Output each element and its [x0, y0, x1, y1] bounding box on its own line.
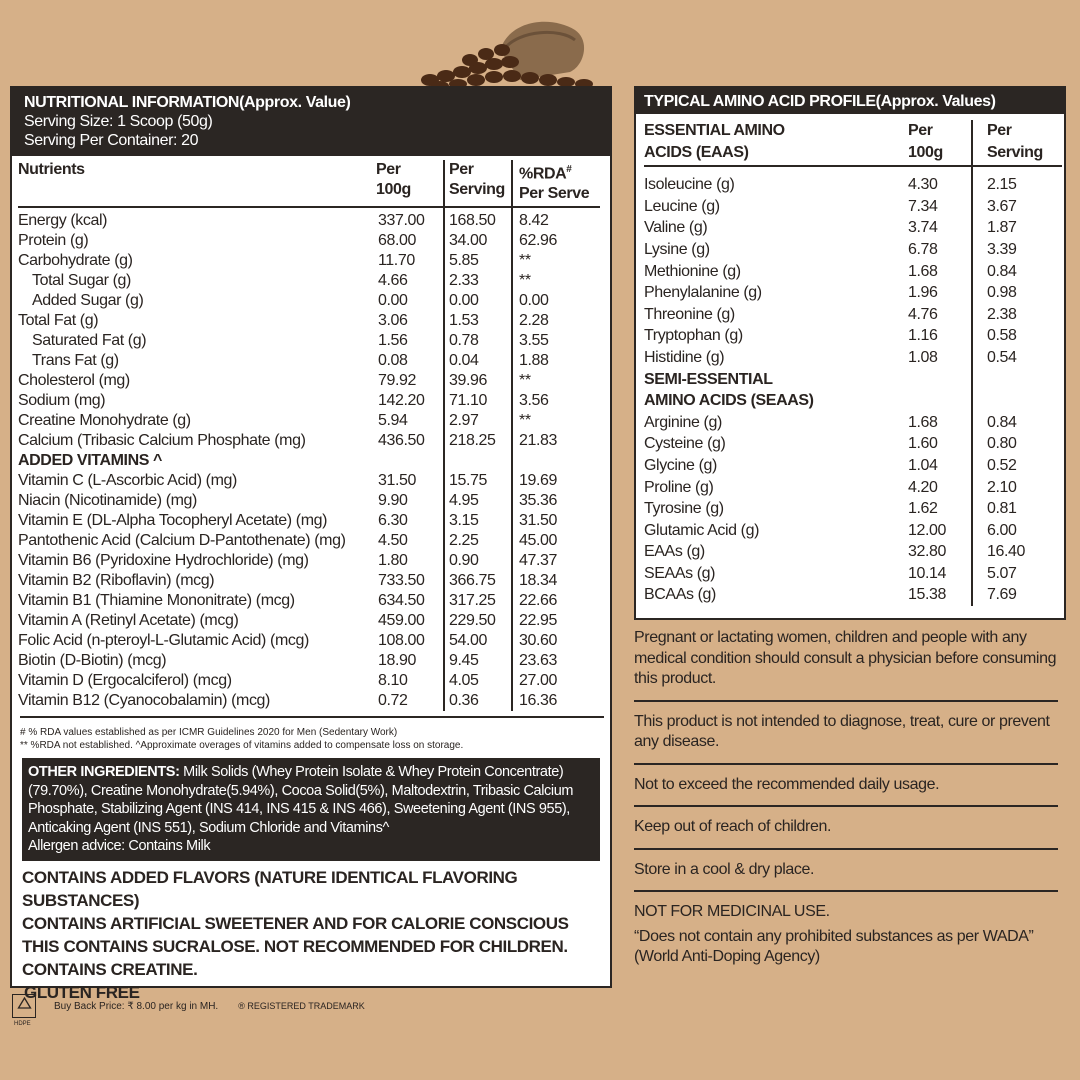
amino-name: Glycine (g)	[644, 456, 717, 474]
rda-value: 0.00	[519, 292, 549, 310]
amino-name: EAAs (g)	[644, 543, 705, 561]
rda-value: 22.66	[519, 592, 558, 610]
note-storage: Store in a cool & dry place.	[634, 860, 815, 878]
amino-name: Methionine (g)	[644, 262, 741, 280]
amino-per-serving: 2.10	[987, 478, 1017, 496]
nutrient-row	[18, 351, 600, 371]
rda-value: 21.83	[519, 432, 558, 450]
per-serving-value: 3.15	[444, 511, 512, 531]
nutrient-name: Total Fat (g)	[18, 312, 99, 330]
footnote-not-established: ** %RDA not established. ^Approximate overages of vitamins added to compensate loss on storage.	[20, 740, 464, 751]
per-100g-value: 1.80	[376, 551, 444, 571]
rda-value: 19.69	[519, 472, 558, 490]
rda-value: 35.36	[519, 492, 558, 510]
rda-value: 22.95	[519, 612, 558, 630]
amino-per-100g: 10.14	[908, 563, 972, 585]
note-pregnant: Pregnant or lactating women, children and people with any medical condition should consult a physician before consuming this product.	[634, 629, 1057, 687]
per-serving-value: 0.00	[444, 291, 512, 311]
nutrient-name: Trans Fat (g)	[32, 352, 119, 370]
nutrient-row	[18, 291, 600, 311]
vitamins-heading-row	[18, 451, 600, 471]
amino-per-100g: 12.00	[908, 520, 972, 542]
per-100g-value: 142.20	[376, 391, 444, 411]
amino-row	[644, 217, 1062, 239]
rda-value: 3.55	[519, 332, 549, 350]
nutrient-row	[18, 371, 600, 391]
amino-rows	[644, 166, 1062, 606]
amino-per-100g: 1.60	[908, 433, 972, 455]
claim-creatine: CONTAINS CREATINE.	[22, 960, 198, 979]
nutrient-name: Energy (kcal)	[18, 212, 108, 230]
other-ingredients-text: Milk Solids (Whey Protein Isolate & Whey Protein Concentrate) (79.70%), Creatine Monohydrate(5.94%), Cocoa Solid(5%), Maltodextrin, Tribasic Calcium Phosphate, Stabilizing Agent (INS 414, INS 415 & INS 466), Sweetening Agent (INS 955), Anticaking Agent (INS 551), Sodium Chloride and Vitamins^	[28, 764, 574, 836]
nutrient-name: Niacin (Nicotinamide) (mg)	[18, 492, 197, 510]
nutrition-title: NUTRITIONAL INFORMATION(Approx. Value)	[24, 94, 351, 111]
amino-per-100g: 1.08	[908, 347, 972, 369]
amino-row	[644, 282, 1062, 304]
nutrient-name: Total Sugar (g)	[32, 272, 131, 290]
col-rda: %RDA# Per Serve	[512, 160, 600, 207]
amino-per-100g: 4.20	[908, 477, 972, 499]
nutrient-name: Calcium (Tribasic Calcium Phosphate (mg)	[18, 432, 306, 450]
amino-row	[644, 520, 1062, 542]
buyback-price: Buy Back Price: ₹ 8.00 per kg in MH.	[54, 1000, 219, 1012]
nutrient-name: Vitamin A (Retinyl Acetate) (mcg)	[18, 612, 239, 630]
vitamins-heading: ADDED VITAMINS ^	[18, 452, 162, 470]
servings-per-container: Serving Per Container: 20	[24, 132, 199, 149]
per-serving-value: 0.36	[444, 691, 512, 711]
trademark-note: ® REGISTERED TRADEMARK	[238, 1001, 365, 1011]
amino-row	[644, 239, 1062, 261]
claim-sweetener: CONTAINS ARTIFICIAL SWEETENER AND FOR CALORIE CONSCIOUS	[22, 914, 569, 933]
nutrient-row	[18, 691, 600, 711]
per-100g-value: 9.90	[376, 491, 444, 511]
per-serving-value: 0.78	[444, 331, 512, 351]
amino-per-100g: 15.38	[908, 584, 972, 606]
nutrient-row	[18, 511, 600, 531]
nutrient-name: Vitamin B1 (Thiamine Mononitrate) (mcg)	[18, 592, 295, 610]
per-serving-value: 9.45	[444, 651, 512, 671]
amino-per-100g: 1.62	[908, 498, 972, 520]
amino-name: Cysteine (g)	[644, 435, 726, 453]
per-100g-value: 8.10	[376, 671, 444, 691]
divider	[634, 890, 1058, 892]
footnote-rda: # % RDA values established as per ICMR Guidelines 2020 for Men (Sedentary Work)	[20, 727, 398, 738]
amino-row	[644, 325, 1062, 347]
per-serving-value: 229.50	[444, 611, 512, 631]
divider	[634, 700, 1058, 702]
nutrient-row	[18, 207, 600, 231]
per-serving-value: 2.33	[444, 271, 512, 291]
col-per-100g: Per 100g	[376, 160, 444, 207]
per-100g-value: 18.90	[376, 651, 444, 671]
per-100g-value: 4.66	[376, 271, 444, 291]
nutrient-row	[18, 631, 600, 651]
amino-row	[644, 304, 1062, 326]
col-amino-name: ESSENTIAL AMINO ACIDS (EAAS)	[644, 120, 908, 166]
amino-row	[644, 541, 1062, 563]
amino-per-100g: 1.68	[908, 261, 972, 283]
amino-row	[644, 498, 1062, 520]
nutrient-row	[18, 411, 600, 431]
amino-per-100g: 1.96	[908, 282, 972, 304]
rda-value: **	[519, 412, 531, 430]
nutrient-row	[18, 611, 600, 631]
col-per-serving: Per Serving	[444, 160, 512, 207]
nutrient-row	[18, 331, 600, 351]
nutrition-header	[12, 88, 610, 156]
per-100g-value: 31.50	[376, 471, 444, 491]
amino-per-100g: 6.78	[908, 239, 972, 261]
divider	[634, 848, 1058, 850]
rda-value: **	[519, 272, 531, 290]
nutrient-row	[18, 271, 600, 291]
claim-flavors: CONTAINS ADDED FLAVORS (NATURE IDENTICAL FLAVORING SUBSTANCES)	[22, 868, 518, 910]
recycle-icon	[12, 994, 36, 1027]
rda-value: 1.88	[519, 352, 549, 370]
amino-name: Glutamic Acid (g)	[644, 521, 760, 539]
per-100g-value: 459.00	[376, 611, 444, 631]
nutrient-name: Biotin (D-Biotin) (mcg)	[18, 652, 167, 670]
rda-value: 3.56	[519, 392, 549, 410]
amino-row	[644, 196, 1062, 218]
rda-value: 30.60	[519, 632, 558, 650]
amino-name: Tryptophan (g)	[644, 327, 743, 345]
other-ingredients-label: OTHER INGREDIENTS:	[28, 764, 180, 780]
nutrient-name: Saturated Fat (g)	[32, 332, 147, 350]
rda-value: 2.28	[519, 312, 549, 330]
per-serving-value: 71.10	[444, 391, 512, 411]
amino-name: Phenylalanine (g)	[644, 284, 762, 302]
per-100g-value: 108.00	[376, 631, 444, 651]
amino-per-serving: 0.81	[987, 500, 1017, 518]
nutrient-name: Added Sugar (g)	[32, 292, 144, 310]
amino-title: TYPICAL AMINO ACID PROFILE(Approx. Values)	[636, 88, 1064, 114]
nutrient-name: Creatine Monohydrate (g)	[18, 412, 191, 430]
divider	[634, 763, 1058, 765]
nutrient-name: Folic Acid (n-pteroyl-L-Glutamic Acid) (mcg)	[18, 632, 309, 650]
col-nutrients: Nutrients	[18, 160, 376, 207]
note-not-medicinal: NOT FOR MEDICINAL USE.	[634, 903, 830, 920]
per-100g-value: 6.30	[376, 511, 444, 531]
nutrient-row	[18, 651, 600, 671]
nutrient-row	[18, 251, 600, 271]
per-serving-value: 2.25	[444, 531, 512, 551]
per-100g-value: 733.50	[376, 571, 444, 591]
amino-per-100g: 4.30	[908, 174, 972, 196]
nutrient-row	[18, 531, 600, 551]
rda-value: 47.37	[519, 552, 558, 570]
serving-size: Serving Size: 1 Scoop (50g)	[24, 113, 213, 130]
amino-name: BCAAs (g)	[644, 586, 716, 604]
semi-essential-heading-text: AMINO ACIDS (SEAAS)	[644, 392, 814, 410]
nutrient-row	[18, 491, 600, 511]
amino-per-serving: 5.07	[987, 564, 1017, 582]
nutrient-row	[18, 671, 600, 691]
amino-row	[644, 455, 1062, 477]
nutrient-name: Vitamin B2 (Riboflavin) (mcg)	[18, 572, 215, 590]
per-serving-value: 39.96	[444, 371, 512, 391]
rda-value: 16.36	[519, 692, 558, 710]
amino-per-serving: 2.15	[987, 176, 1017, 194]
rda-value: **	[519, 372, 531, 390]
amino-per-serving: 0.84	[987, 262, 1017, 280]
per-100g-value: 436.50	[376, 431, 444, 451]
amino-per-100g: 4.76	[908, 304, 972, 326]
per-serving-value: 34.00	[444, 231, 512, 251]
rda-value: 23.63	[519, 652, 558, 670]
nutrient-name: Vitamin B6 (Pyridoxine Hydrochloride) (mg)	[18, 552, 309, 570]
per-serving-value: 4.95	[444, 491, 512, 511]
nutrient-row	[18, 311, 600, 331]
note-daily-usage: Not to exceed the recommended daily usage.	[634, 775, 940, 793]
rda-value: 27.00	[519, 672, 558, 690]
amino-row	[644, 433, 1062, 455]
nutrient-row	[18, 571, 600, 591]
footnotes	[20, 716, 604, 752]
per-100g-value: 337.00	[376, 207, 444, 231]
amino-name: Arginine (g)	[644, 413, 722, 431]
per-serving-value: 168.50	[444, 207, 512, 231]
nutrient-name: Sodium (mg)	[18, 392, 106, 410]
per-100g-value: 5.94	[376, 411, 444, 431]
amino-name: Tyrosine (g)	[644, 500, 724, 518]
nutrient-row	[18, 471, 600, 491]
amino-per-100g: 32.80	[908, 541, 972, 563]
semi-essential-heading	[644, 369, 1062, 391]
amino-row	[644, 261, 1062, 283]
per-serving-value: 0.90	[444, 551, 512, 571]
amino-per-serving: 3.67	[987, 197, 1017, 215]
rda-value: 62.96	[519, 232, 558, 250]
nutrient-name: Protein (g)	[18, 232, 89, 250]
amino-name: Lysine (g)	[644, 240, 710, 258]
claim-sucralose: THIS CONTAINS SUCRALOSE. NOT RECOMMENDED FOR CHILDREN.	[22, 937, 568, 956]
per-serving-value: 2.97	[444, 411, 512, 431]
per-100g-value: 4.50	[376, 531, 444, 551]
per-100g-value: 0.00	[376, 291, 444, 311]
amino-per-serving: 1.87	[987, 219, 1017, 237]
per-100g-value: 0.72	[376, 691, 444, 711]
per-serving-value: 317.25	[444, 591, 512, 611]
amino-row	[644, 174, 1062, 196]
per-serving-value: 0.04	[444, 351, 512, 371]
per-serving-value: 54.00	[444, 631, 512, 651]
amino-per-100g: 1.16	[908, 325, 972, 347]
allergen-advice: Allergen advice: Contains Milk	[28, 838, 211, 854]
amino-name: Valine (g)	[644, 219, 708, 237]
recycle-code: HDPE	[14, 1021, 31, 1027]
nutrient-name: Vitamin D (Ergocalciferol) (mcg)	[18, 672, 232, 690]
semi-essential-heading	[644, 390, 1062, 412]
coffee-beans-sack-image	[410, 10, 610, 90]
amino-row	[644, 563, 1062, 585]
nutrient-row	[18, 591, 600, 611]
amino-per-serving: 3.39	[987, 240, 1017, 258]
per-100g-value: 1.56	[376, 331, 444, 351]
per-100g-value: 634.50	[376, 591, 444, 611]
amino-per-100g: 1.04	[908, 455, 972, 477]
per-serving-value: 4.05	[444, 671, 512, 691]
other-ingredients-box	[22, 758, 600, 861]
col-amino-per-100g: Per 100g	[908, 120, 972, 166]
amino-row	[644, 412, 1062, 434]
warnings	[634, 628, 1058, 978]
col-amino-per-serving: Per Serving	[972, 120, 1062, 166]
amino-name: Proline (g)	[644, 478, 714, 496]
rda-value: **	[519, 252, 531, 270]
per-100g-value: 11.70	[376, 251, 444, 271]
note-children: Keep out of reach of children.	[634, 818, 832, 835]
amino-name: SEAAs (g)	[644, 564, 716, 582]
nutrient-name: Vitamin B12 (Cyanocobalamin) (mcg)	[18, 692, 270, 710]
amino-per-100g: 3.74	[908, 217, 972, 239]
nutrient-row	[18, 431, 600, 451]
nutrition-rows	[18, 207, 600, 711]
amino-panel	[634, 86, 1066, 620]
amino-per-serving: 0.52	[987, 456, 1017, 474]
amino-name: Histidine (g)	[644, 348, 725, 366]
rda-value: 45.00	[519, 532, 558, 550]
per-100g-value: 79.92	[376, 371, 444, 391]
per-serving-value: 366.75	[444, 571, 512, 591]
amino-name: Threonine (g)	[644, 305, 735, 323]
amino-per-serving: 0.58	[987, 327, 1017, 345]
amino-per-serving: 0.84	[987, 413, 1017, 431]
semi-essential-heading-text: SEMI-ESSENTIAL	[644, 370, 773, 388]
rda-value: 31.50	[519, 512, 558, 530]
amino-name: Isoleucine (g)	[644, 176, 735, 194]
per-100g-value: 3.06	[376, 311, 444, 331]
divider	[634, 805, 1058, 807]
amino-per-serving: 6.00	[987, 521, 1017, 539]
bottom-bar	[12, 994, 365, 1027]
per-serving-value: 1.53	[444, 311, 512, 331]
note-wada: “Does not contain any prohibited substances as per WADA” (World Anti-Doping Agency)	[634, 927, 1034, 965]
claim-gluten-free: GLUTEN FREE	[24, 983, 140, 1002]
amino-per-serving: 0.80	[987, 435, 1017, 453]
amino-row	[644, 477, 1062, 499]
amino-per-serving: 0.98	[987, 284, 1017, 302]
amino-row	[644, 584, 1062, 606]
amino-row	[644, 347, 1062, 369]
amino-per-100g: 1.68	[908, 412, 972, 434]
amino-per-serving: 0.54	[987, 348, 1017, 366]
per-serving-value: 5.85	[444, 251, 512, 271]
per-serving-value: 218.25	[444, 431, 512, 451]
rda-value: 8.42	[519, 212, 549, 230]
amino-per-100g: 7.34	[908, 196, 972, 218]
claims-list	[22, 866, 606, 1004]
nutrient-row	[18, 551, 600, 571]
nutrient-name: Carbohydrate (g)	[18, 252, 133, 270]
amino-table	[644, 120, 1062, 606]
nutrient-row	[18, 231, 600, 251]
nutrient-name: Pantothenic Acid (Calcium D-Pantothenate) (mg)	[18, 532, 346, 550]
amino-per-serving: 7.69	[987, 586, 1017, 604]
amino-per-serving: 16.40	[987, 543, 1026, 561]
per-serving-value: 15.75	[444, 471, 512, 491]
amino-per-serving: 2.38	[987, 305, 1017, 323]
nutrient-name: Vitamin E (DL-Alpha Tocopheryl Acetate) (mg)	[18, 512, 328, 530]
amino-name: Leucine (g)	[644, 197, 720, 215]
nutrient-row	[18, 391, 600, 411]
note-not-diagnose: This product is not intended to diagnose, treat, cure or prevent any disease.	[634, 712, 1050, 750]
nutrition-table	[18, 160, 600, 711]
per-100g-value: 0.08	[376, 351, 444, 371]
rda-value: 18.34	[519, 572, 558, 590]
per-100g-value: 68.00	[376, 231, 444, 251]
nutrition-panel	[10, 86, 612, 1002]
nutrient-name: Vitamin C (L-Ascorbic Acid) (mg)	[18, 472, 237, 490]
nutrient-name: Cholesterol (mg)	[18, 372, 130, 390]
